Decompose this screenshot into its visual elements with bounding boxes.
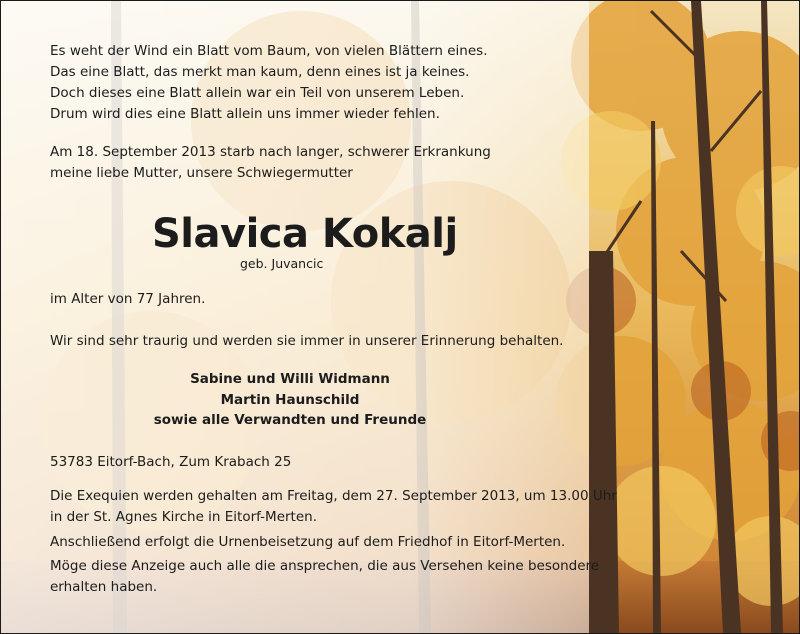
mourner-1: Sabine und Willi Widmann bbox=[190, 371, 390, 387]
poem-line-1: Es weht der Wind ein Blatt vom Baum, von vielen Blättern eines. bbox=[50, 43, 488, 59]
age-line: im Alter von 77 Jahren. bbox=[50, 291, 206, 307]
burial-line: Anschließend erfolgt die Urnenbeisetzung auf dem Friedhof in Eitorf-Merten. bbox=[50, 534, 566, 550]
closing-line-1: Möge diese Anzeige auch alle die ansprechen, die aus Versehen keine besondere bbox=[50, 558, 600, 574]
maiden-name: geb. Juvancic bbox=[240, 256, 324, 271]
poem-line-2: Das eine Blatt, das merkt man kaum, denn eines ist ja keines. bbox=[50, 64, 470, 80]
intro-line-2: meine liebe Mutter, unsere Schwiegermutter bbox=[50, 165, 353, 181]
mourner-2: Martin Haunschild bbox=[220, 392, 360, 408]
mourner-3: sowie alle Verwandten und Freunde bbox=[153, 412, 427, 428]
intro-line-1: Am 18. September 2013 starb nach langer, schwerer Erkrankung bbox=[50, 144, 491, 160]
poem-line-3: Doch dieses eine Blatt allein war ein Teil von unserem Leben. bbox=[50, 85, 465, 101]
service-line-1: Die Exequien werden gehalten am Freitag, dem 27. September 2013, um 13.00 Uhr bbox=[50, 488, 617, 504]
closing-line-2: erhalten haben. bbox=[50, 579, 158, 595]
deceased-name: Slavica Kokalj bbox=[152, 211, 458, 257]
poem-line-4: Drum wird dies eine Blatt allein uns immer wieder fehlen. bbox=[50, 106, 440, 122]
service-line-2: in der St. Agnes Kirche in Eitorf-Merten. bbox=[50, 509, 318, 525]
address-line: 53783 Eitorf-Bach, Zum Krabach 25 bbox=[50, 454, 292, 470]
sentiment-line: Wir sind sehr traurig und werden sie immer in unserer Erinnerung behalten. bbox=[50, 333, 564, 349]
